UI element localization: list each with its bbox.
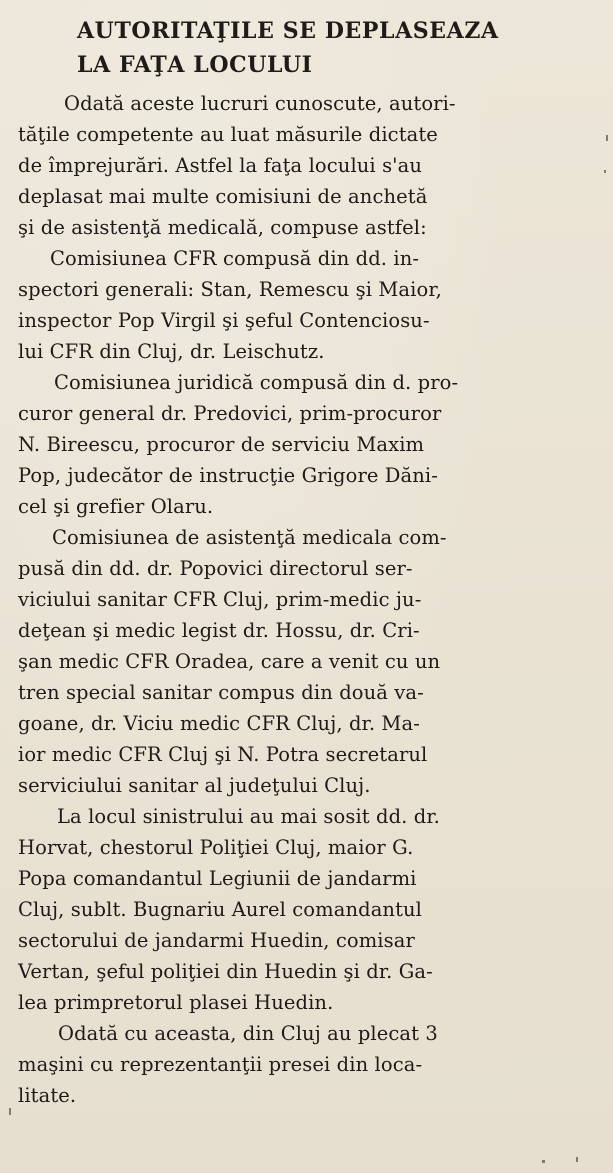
paragraph-line: Comisiunea CFR compusă din dd. in- — [50, 247, 420, 270]
paragraph-line: ior medic CFR Cluj şi N. Potra secretarul — [18, 743, 428, 766]
paragraph-line: Pop, judecător de instrucţie Grigore Dăni- — [18, 464, 438, 487]
paragraph-cfr-commission — [18, 243, 594, 367]
paragraph-line: Popa comandantul Legiunii de jandarmi — [18, 867, 417, 890]
paragraph-line: deţean şi medic legist dr. Hossu, dr. Cri- — [18, 619, 420, 642]
paragraph-line: de împrejurări. Astfel la faţa locului s'au — [18, 154, 423, 177]
paragraph-line: litate. — [18, 1084, 77, 1107]
article-headline — [77, 14, 597, 82]
ink-speck — [604, 170, 606, 173]
cropped-previous-line — [0, 0, 613, 10]
paragraph-line: şi de asistenţă medicală, compuse astfel: — [18, 216, 427, 239]
paragraph-arrivals — [18, 801, 594, 1018]
ink-speck — [9, 1108, 11, 1115]
paragraph-line: La locul sinistrului au mai sosit dd. dr. — [57, 805, 440, 828]
paragraph-line: cel şi grefier Olaru. — [18, 495, 214, 518]
paragraph-line: sectorului de jandarmi Huedin, comisar — [18, 929, 415, 952]
paragraph-line: curor general dr. Predovici, prim-procuror — [18, 402, 442, 425]
paragraph-line: Odată aceste lucruri cunoscute, autori- — [64, 92, 456, 115]
ink-speck — [606, 135, 608, 141]
article-body — [18, 88, 594, 1111]
paragraph-medical-commission — [18, 522, 594, 801]
paragraph-line: Comisiunea de asistenţă medicala com- — [52, 526, 447, 549]
ink-speck — [542, 1160, 545, 1163]
paragraph-line: tren special sanitar compus din două va- — [18, 681, 424, 704]
paragraph-line: lea primpretorul plasei Huedin. — [18, 991, 334, 1014]
paragraph-line: pusă din dd. dr. Popovici directorul ser- — [18, 557, 413, 580]
paragraph-line: şan medic CFR Oradea, care a venit cu un — [18, 650, 441, 673]
paragraph-intro — [18, 88, 594, 243]
paragraph-line: tăţile competente au luat măsurile dictate — [18, 123, 438, 146]
ink-speck — [576, 1157, 578, 1162]
paragraph-line: N. Bireescu, procuror de serviciu Maxim — [18, 433, 425, 456]
paragraph-judicial-commission — [18, 367, 594, 522]
paragraph-line: Cluj, sublt. Bugnariu Aurel comandantul — [18, 898, 423, 921]
paragraph-line: deplasat mai multe comisiuni de anchetă — [18, 185, 428, 208]
headline-line-2: LA FAŢA LOCULUI — [77, 52, 313, 78]
paragraph-line: Horvat, chestorul Poliţiei Cluj, maior G. — [18, 836, 414, 859]
paragraph-line: spectori generali: Stan, Remescu şi Maior, — [18, 278, 442, 301]
paragraph-line: Odată cu aceasta, din Cluj au plecat 3 — [58, 1022, 438, 1045]
paragraph-line: Comisiunea juridică compusă din d. pro- — [54, 371, 459, 394]
paragraph-line: maşini cu reprezentanţii presei din loca- — [18, 1053, 423, 1076]
paragraph-line: serviciului sanitar al judeţului Cluj. — [18, 774, 371, 797]
paragraph-line: Vertan, şeful poliţiei din Huedin şi dr. Ga- — [18, 960, 433, 983]
paragraph-line: viciului sanitar CFR Cluj, prim-medic ju- — [18, 588, 422, 611]
paragraph-press — [18, 1018, 594, 1111]
paragraph-line: inspector Pop Virgil şi şeful Contenciosu- — [18, 309, 430, 332]
headline-line-1: AUTORITAŢILE SE DEPLASEAZA — [77, 18, 499, 44]
paragraph-line: goane, dr. Viciu medic CFR Cluj, dr. Ma- — [18, 712, 420, 735]
paragraph-line: lui CFR din Cluj, dr. Leischutz. — [18, 340, 325, 363]
